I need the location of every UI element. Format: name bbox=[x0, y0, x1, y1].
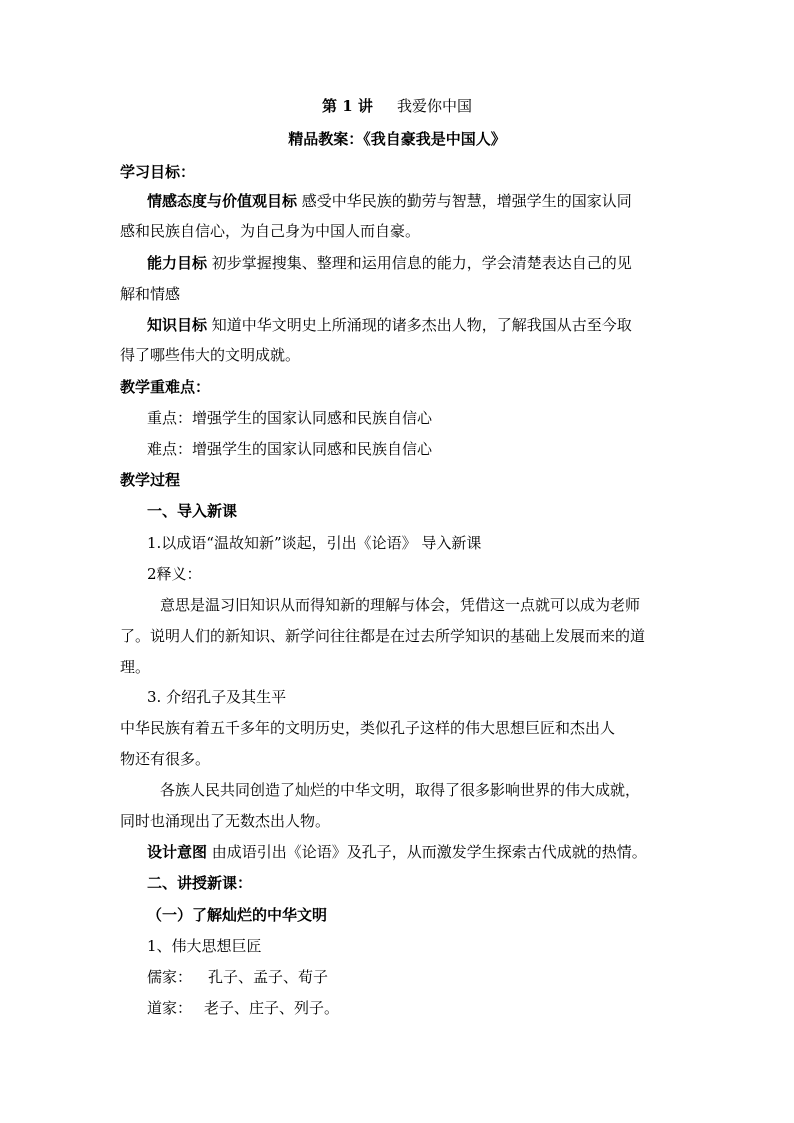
goal3-line1 bbox=[0, 314, 794, 336]
confucian-row bbox=[0, 966, 794, 988]
section2-heading: 二、讲授新课： bbox=[147, 874, 253, 892]
taoist-row bbox=[0, 997, 794, 1019]
goal3-label: 知识目标 bbox=[147, 316, 208, 334]
key-point: 重点：增强学生的国家认同感和民族自信心 bbox=[147, 409, 433, 427]
goal1-text: 感受中华民族的勤劳与智慧，增强学生的国家认同 bbox=[297, 192, 632, 210]
goal1-line1 bbox=[0, 190, 794, 212]
difficult-point: 难点：增强学生的国家认同感和民族自信心 bbox=[147, 440, 433, 458]
explain-line2: 了。说明人们的新知识、新学问往往都是在过去所学知识的基础上发展而来的道 bbox=[120, 627, 646, 645]
step2: 2释义： bbox=[147, 565, 202, 583]
sub1-heading: （一）了解灿烂的中华文明 bbox=[147, 906, 328, 924]
lecture-heading bbox=[0, 95, 794, 117]
goal1-line2: 感和民族自信心，为自己身为中国人而自豪。 bbox=[120, 222, 421, 240]
para1-line1: 中华民族有着五千多年的文明历史，类似孔子这样的伟大思想巨匠和杰出人 bbox=[120, 719, 616, 737]
goal3-text: 知道中华文明史上所涌现的诸多杰出人物，了解我国从古至今取 bbox=[207, 316, 632, 334]
goal2-label: 能力目标 bbox=[147, 254, 208, 272]
lecture-label: 第 1 讲 bbox=[322, 97, 373, 115]
item1: 1、伟大思想巨匠 bbox=[147, 937, 262, 955]
goals-heading: 学习目标： bbox=[120, 163, 196, 181]
taoist-label: 道家： bbox=[147, 999, 193, 1017]
goal2-text: 初步掌握搜集、整理和运用信息的能力，学会清楚表达自己的见 bbox=[207, 254, 632, 272]
process-heading: 教学过程 bbox=[120, 471, 181, 489]
goal1-label: 情感态度与价值观目标 bbox=[147, 192, 298, 210]
confucian-people: 孔子、孟子、荀子 bbox=[208, 968, 329, 986]
design-intent bbox=[0, 841, 794, 863]
para2-line1: 各族人民共同创造了灿烂的中华文明，取得了很多影响世界的伟大成就， bbox=[160, 781, 641, 799]
design-text: 由成语引出《论语》及孔子，从而激发学生探索古代成就的热情。 bbox=[207, 843, 647, 861]
para1-line2: 物还有很多。 bbox=[120, 750, 211, 768]
lecture-title: 我爱你中国 bbox=[396, 97, 472, 115]
section1-heading: 一、导入新课 bbox=[147, 502, 238, 520]
goal3-line2: 得了哪些伟大的文明成就。 bbox=[120, 346, 301, 364]
explain-line3: 理。 bbox=[120, 658, 151, 676]
confucian-label: 儒家： bbox=[147, 968, 193, 986]
taoist-people: 老子、庄子、列子。 bbox=[204, 999, 340, 1017]
para2-line2: 同时也涌现出了无数杰出人物。 bbox=[120, 812, 331, 830]
explain-line1: 意思是温习旧知识从而得知新的理解与体会，凭借这一点就可以成为老师 bbox=[160, 596, 641, 614]
step1: 1.以成语“温故知新”谈起，引出《论语》 导入新课 bbox=[147, 534, 482, 552]
goal2-line1 bbox=[0, 252, 794, 274]
goal2-line2: 解和情感 bbox=[120, 285, 181, 303]
keypoints-heading: 教学重难点： bbox=[120, 378, 211, 396]
step3: 3. 介绍孔子及其生平 bbox=[147, 688, 287, 706]
subtitle: 精品教案：《我自豪我是中国人》 bbox=[288, 130, 506, 148]
design-label: 设计意图 bbox=[147, 843, 208, 861]
